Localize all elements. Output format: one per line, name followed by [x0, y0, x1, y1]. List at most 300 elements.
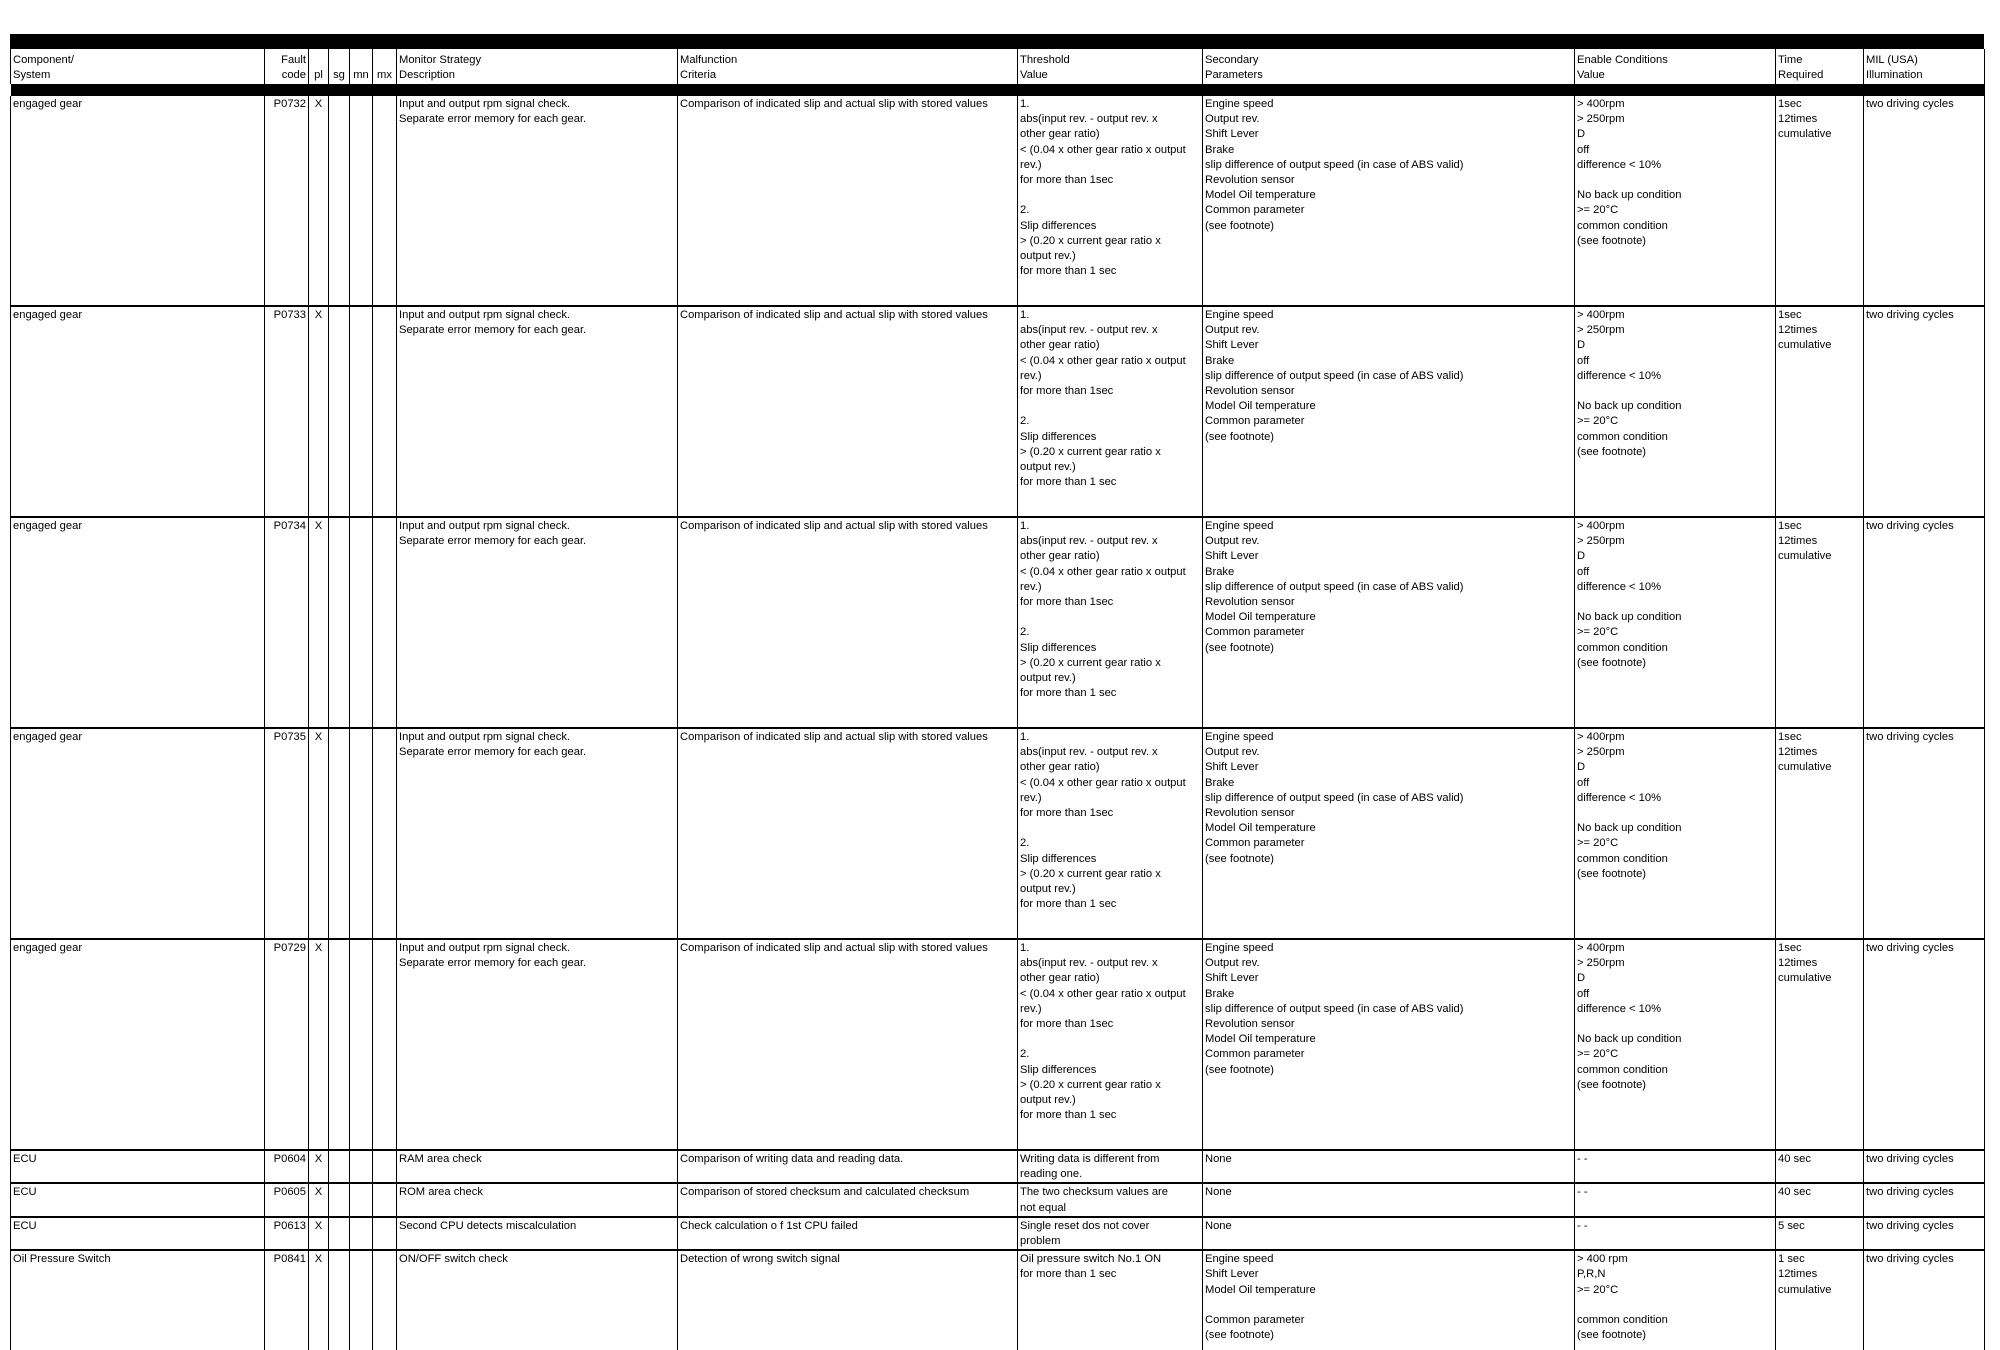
- header-mil-illumination: MIL (USA) Illumination: [1864, 49, 1985, 84]
- secondary-parameters-cell: [1203, 728, 1575, 939]
- cell-line: common condition: [1577, 641, 1668, 654]
- mil-illumination-cell: [1864, 306, 1985, 517]
- cell-line: Revolution sensor: [1205, 174, 1295, 187]
- cell-line: for more than 1 sec: [1020, 898, 1117, 911]
- cell-line: rev.): [1020, 580, 1042, 593]
- cell-line: abs(input rev. - output rev. x: [1020, 535, 1158, 548]
- cell-line: 2.: [1020, 837, 1030, 850]
- cell-line: difference < 10%: [1577, 791, 1662, 804]
- enable-conditions-cell: [1575, 517, 1776, 728]
- pl-mark-cell: X: [309, 1217, 329, 1250]
- cell-line: 1sec: [1778, 942, 1802, 954]
- cell-line: Separate error memory for each gear.: [399, 324, 587, 337]
- cell-line: Writing data is different from: [1020, 1153, 1160, 1165]
- cell-line: abs(input rev. - output rev. x: [1020, 324, 1158, 337]
- cell-line: (see footnote): [1205, 219, 1275, 232]
- cell-line: The two checksum values are: [1020, 1186, 1168, 1199]
- table-row: [11, 1150, 1985, 1183]
- cell-line: > 400rpm: [1577, 309, 1625, 321]
- enable-conditions-cell: [1575, 306, 1776, 517]
- cell-line: Input and output rpm signal check.: [399, 98, 571, 110]
- mx-mark-cell: [373, 96, 397, 306]
- cell-line: two driving cycles: [1866, 1186, 1954, 1199]
- cell-line: output rev.): [1020, 250, 1076, 263]
- cell-line: 12times: [1778, 324, 1818, 337]
- cell-line: Revolution sensor: [1205, 596, 1295, 609]
- cell-line: Engine speed: [1205, 98, 1274, 110]
- cell-line: 12times: [1778, 957, 1818, 970]
- cell-line: not equal: [1020, 1201, 1067, 1214]
- cell-line: cumulative: [1778, 972, 1832, 985]
- monitor-strategy-cell: [397, 1250, 678, 1350]
- cell-line: Input and output rpm signal check.: [399, 731, 571, 743]
- header-separator: [11, 84, 1985, 96]
- cell-line: for more than 1 sec: [1020, 1109, 1117, 1122]
- cell-line: 1sec: [1778, 731, 1802, 743]
- time-required-cell: [1776, 1150, 1864, 1183]
- cell-line: [1205, 1298, 1572, 1313]
- cell-line: Slip differences: [1020, 852, 1097, 865]
- mn-mark-cell: [350, 1250, 373, 1350]
- cell-line: 12times: [1778, 113, 1818, 126]
- enable-conditions-cell: [1575, 1150, 1776, 1183]
- enable-conditions-cell: [1575, 939, 1776, 1150]
- cell-line: Comparison of writing data and reading data.: [680, 1153, 904, 1165]
- secondary-parameters-cell: [1203, 306, 1575, 517]
- component-cell: Oil Pressure Switch: [11, 1250, 265, 1350]
- header-mx: mx: [373, 49, 397, 84]
- pl-mark-cell: X: [309, 306, 329, 517]
- table-row: [11, 1217, 1985, 1250]
- secondary-parameters-cell: [1203, 1217, 1575, 1250]
- pl-mark-cell: X: [309, 1250, 329, 1350]
- cell-line: [1577, 173, 1773, 188]
- cell-line: > (0.20 x current gear ratio x: [1020, 867, 1161, 880]
- cell-line: No back up condition: [1577, 189, 1682, 202]
- cell-line: Input and output rpm signal check.: [399, 942, 571, 954]
- cell-line: > 400 rpm: [1577, 1253, 1628, 1266]
- cell-line: difference < 10%: [1577, 369, 1662, 382]
- time-required-cell: [1776, 1183, 1864, 1216]
- cell-line: < (0.04 x other gear ratio x output: [1020, 776, 1186, 789]
- cell-line: Shift Lever: [1205, 339, 1259, 352]
- cell-line: [1577, 595, 1773, 610]
- fault-code-cell: P0605: [265, 1183, 309, 1216]
- cell-line: output rev.): [1020, 1094, 1076, 1107]
- cell-line: > 400rpm: [1577, 942, 1625, 954]
- diagnostic-sheet: [10, 34, 1984, 1350]
- monitor-strategy-cell: [397, 1183, 678, 1216]
- cell-line: (see footnote): [1205, 641, 1275, 654]
- cell-line: >= 20°C: [1577, 626, 1619, 639]
- cell-line: [1577, 806, 1773, 821]
- cell-line: Check calculation o f 1st CPU failed: [680, 1219, 858, 1232]
- fault-code-cell: P0733: [265, 306, 309, 517]
- cell-line: >= 20°C: [1577, 1048, 1619, 1061]
- cell-line: difference < 10%: [1577, 580, 1662, 593]
- cell-line: rev.): [1020, 369, 1042, 382]
- monitor-strategy-cell: [397, 939, 678, 1150]
- cell-line: Output rev.: [1205, 957, 1260, 970]
- cell-line: for more than 1 sec: [1020, 265, 1117, 278]
- table-row: [11, 517, 1985, 728]
- cell-line: Engine speed: [1205, 1253, 1274, 1266]
- fault-code-cell: P0732: [265, 96, 309, 306]
- pl-mark-cell: X: [309, 1150, 329, 1183]
- cell-line: Engine speed: [1205, 309, 1274, 321]
- mx-mark-cell: [373, 1150, 397, 1183]
- mn-mark-cell: [350, 728, 373, 939]
- threshold-value-cell: [1018, 939, 1203, 1150]
- mx-mark-cell: [373, 1183, 397, 1216]
- cell-line: > 400rpm: [1577, 731, 1625, 743]
- cell-line: cumulative: [1778, 128, 1832, 141]
- cell-line: >= 20°C: [1577, 837, 1619, 850]
- mil-illumination-cell: [1864, 939, 1985, 1150]
- cell-line: Engine speed: [1205, 731, 1274, 743]
- cell-line: Oil pressure switch No.1 ON: [1020, 1253, 1162, 1266]
- cell-line: Model Oil temperature: [1205, 189, 1316, 202]
- cell-line: 1.: [1020, 942, 1030, 954]
- cell-line: [1020, 1032, 1200, 1047]
- malfunction-criteria-cell: [678, 1250, 1018, 1350]
- cell-line: < (0.04 x other gear ratio x output: [1020, 354, 1186, 367]
- cell-line: > 250rpm: [1577, 957, 1625, 970]
- cell-line: common condition: [1577, 1063, 1668, 1076]
- cell-line: slip difference of output speed (in case of ABS valid): [1205, 369, 1464, 382]
- cell-line: two driving cycles: [1866, 520, 1954, 532]
- cell-line: 12times: [1778, 746, 1818, 759]
- pl-mark-cell: X: [309, 517, 329, 728]
- mil-illumination-cell: [1864, 96, 1985, 306]
- cell-line: difference < 10%: [1577, 158, 1662, 171]
- cell-line: off: [1577, 565, 1590, 578]
- sg-mark-cell: [329, 306, 350, 517]
- cell-line: (see footnote): [1205, 1329, 1275, 1342]
- threshold-value-cell: [1018, 96, 1203, 306]
- cell-line: 12times: [1778, 535, 1818, 548]
- secondary-parameters-cell: [1203, 939, 1575, 1150]
- header-row: [11, 49, 1985, 84]
- cell-line: None: [1205, 1153, 1232, 1165]
- cell-line: Shift Lever: [1205, 761, 1259, 774]
- cell-line: 40 sec: [1778, 1153, 1811, 1165]
- mn-mark-cell: [350, 306, 373, 517]
- cell-line: problem: [1020, 1235, 1061, 1248]
- mx-mark-cell: [373, 1217, 397, 1250]
- cell-line: output rev.): [1020, 461, 1076, 474]
- cell-line: Engine speed: [1205, 942, 1274, 954]
- sg-mark-cell: [329, 96, 350, 306]
- component-cell: ECU: [11, 1150, 265, 1183]
- cell-line: [1577, 384, 1773, 399]
- monitor-strategy-cell: [397, 517, 678, 728]
- mx-mark-cell: [373, 1250, 397, 1350]
- cell-line: No back up condition: [1577, 1033, 1682, 1046]
- cell-line: >= 20°C: [1577, 1283, 1619, 1296]
- mil-illumination-cell: [1864, 1150, 1985, 1183]
- cell-line: Brake: [1205, 987, 1235, 1000]
- cell-line: ROM area check: [399, 1186, 483, 1199]
- secondary-parameters-cell: [1203, 1250, 1575, 1350]
- cell-line: for more than 1sec: [1020, 596, 1114, 609]
- cell-line: for more than 1sec: [1020, 807, 1114, 820]
- cell-line: Revolution sensor: [1205, 1018, 1295, 1031]
- time-required-cell: [1776, 96, 1864, 306]
- table-row: [11, 1250, 1985, 1350]
- cell-line: Comparison of stored checksum and calculated checksum: [680, 1186, 970, 1199]
- cell-line: 12times: [1778, 1268, 1818, 1281]
- threshold-value-cell: [1018, 728, 1203, 939]
- cell-line: Shift Lever: [1205, 972, 1259, 985]
- cell-line: Separate error memory for each gear.: [399, 957, 587, 970]
- cell-line: 40 sec: [1778, 1186, 1811, 1199]
- cell-line: common condition: [1577, 852, 1668, 865]
- pl-mark-cell: X: [309, 96, 329, 306]
- cell-line: Common parameter: [1205, 837, 1305, 850]
- component-cell: engaged gear: [11, 306, 265, 517]
- monitor-strategy-cell: [397, 306, 678, 517]
- cell-line: - -: [1577, 1186, 1588, 1199]
- cell-line: 5 sec: [1778, 1219, 1805, 1232]
- time-required-cell: [1776, 1217, 1864, 1250]
- cell-line: 1.: [1020, 98, 1030, 110]
- cell-line: for more than 1 sec: [1020, 476, 1117, 489]
- cell-line: other gear ratio): [1020, 128, 1100, 141]
- cell-line: [1577, 1017, 1773, 1032]
- cell-line: rev.): [1020, 1002, 1042, 1015]
- cell-line: > 400rpm: [1577, 98, 1625, 110]
- cell-line: two driving cycles: [1866, 1219, 1954, 1232]
- secondary-parameters-cell: [1203, 517, 1575, 728]
- cell-line: (see footnote): [1577, 445, 1647, 458]
- header-monitor-strategy: Monitor Strategy Description: [397, 49, 678, 84]
- cell-line: Common parameter: [1205, 415, 1305, 428]
- cell-line: > (0.20 x current gear ratio x: [1020, 1078, 1161, 1091]
- cell-line: Common parameter: [1205, 204, 1305, 217]
- cell-line: (see footnote): [1577, 867, 1647, 880]
- mn-mark-cell: [350, 1150, 373, 1183]
- fault-code-cell: P0613: [265, 1217, 309, 1250]
- fault-code-cell: P0729: [265, 939, 309, 1150]
- header-pl: pl: [309, 49, 329, 84]
- cell-line: None: [1205, 1219, 1232, 1232]
- enable-conditions-cell: [1575, 1183, 1776, 1216]
- cell-line: 2.: [1020, 1048, 1030, 1061]
- cell-line: Revolution sensor: [1205, 807, 1295, 820]
- mil-illumination-cell: [1864, 517, 1985, 728]
- secondary-parameters-cell: [1203, 96, 1575, 306]
- header-enable-conditions: Enable Conditions Value: [1575, 49, 1776, 84]
- sg-mark-cell: [329, 939, 350, 1150]
- cell-line: (see footnote): [1577, 1078, 1647, 1091]
- cell-line: Slip differences: [1020, 641, 1097, 654]
- cell-line: cumulative: [1778, 339, 1832, 352]
- header-malfunction-criteria: Malfunction Criteria: [678, 49, 1018, 84]
- malfunction-criteria-cell: [678, 517, 1018, 728]
- cell-line: [1577, 1298, 1773, 1313]
- malfunction-criteria-cell: [678, 939, 1018, 1150]
- fault-code-cell: P0735: [265, 728, 309, 939]
- cell-line: Engine speed: [1205, 520, 1274, 532]
- cell-line: 1.: [1020, 309, 1030, 321]
- pl-mark-cell: X: [309, 728, 329, 939]
- threshold-value-cell: [1018, 1150, 1203, 1183]
- cell-line: Separate error memory for each gear.: [399, 746, 587, 759]
- cell-line: >= 20°C: [1577, 415, 1619, 428]
- cell-line: 2.: [1020, 626, 1030, 639]
- header-time-required: Time Required: [1776, 49, 1864, 84]
- threshold-value-cell: [1018, 1183, 1203, 1216]
- secondary-parameters-cell: [1203, 1150, 1575, 1183]
- cell-line: No back up condition: [1577, 400, 1682, 413]
- cell-line: Common parameter: [1205, 626, 1305, 639]
- cell-line: two driving cycles: [1866, 1253, 1954, 1266]
- component-cell: engaged gear: [11, 939, 265, 1150]
- cell-line: > 250rpm: [1577, 746, 1625, 759]
- cell-line: - -: [1577, 1153, 1588, 1165]
- cell-line: 1sec: [1778, 98, 1802, 110]
- cell-line: 1.: [1020, 731, 1030, 743]
- cell-line: Comparison of indicated slip and actual slip with stored values: [680, 942, 988, 954]
- cell-line: Comparison of indicated slip and actual slip with stored values: [680, 98, 988, 110]
- cell-line: Model Oil temperature: [1205, 1283, 1316, 1296]
- table-row: [11, 96, 1985, 306]
- mil-illumination-cell: [1864, 1250, 1985, 1350]
- cell-line: Single reset dos not cover: [1020, 1219, 1150, 1232]
- cell-line: Brake: [1205, 776, 1235, 789]
- cell-line: Output rev.: [1205, 746, 1260, 759]
- cell-line: two driving cycles: [1866, 1153, 1954, 1165]
- cell-line: abs(input rev. - output rev. x: [1020, 113, 1158, 126]
- cell-line: rev.): [1020, 158, 1042, 171]
- cell-line: Model Oil temperature: [1205, 822, 1316, 835]
- cell-line: other gear ratio): [1020, 761, 1100, 774]
- cell-line: two driving cycles: [1866, 731, 1954, 743]
- mx-mark-cell: [373, 517, 397, 728]
- cell-line: D: [1577, 761, 1586, 774]
- cell-line: Output rev.: [1205, 324, 1260, 337]
- time-required-cell: [1776, 1250, 1864, 1350]
- fault-code-cell: P0841: [265, 1250, 309, 1350]
- mx-mark-cell: [373, 306, 397, 517]
- cell-line: 2.: [1020, 415, 1030, 428]
- cell-line: No back up condition: [1577, 611, 1682, 624]
- mn-mark-cell: [350, 1183, 373, 1216]
- cell-line: Shift Lever: [1205, 128, 1259, 141]
- sg-mark-cell: [329, 1183, 350, 1216]
- cell-line: for more than 1sec: [1020, 174, 1114, 187]
- cell-line: slip difference of output speed (in case of ABS valid): [1205, 580, 1464, 593]
- cell-line: other gear ratio): [1020, 550, 1100, 563]
- cell-line: Comparison of indicated slip and actual slip with stored values: [680, 520, 988, 532]
- cell-line: other gear ratio): [1020, 972, 1100, 985]
- mn-mark-cell: [350, 1217, 373, 1250]
- malfunction-criteria-cell: [678, 1217, 1018, 1250]
- cell-line: common condition: [1577, 1314, 1668, 1327]
- header-secondary-parameters: Secondary Parameters: [1203, 49, 1575, 84]
- cell-line: > 250rpm: [1577, 535, 1625, 548]
- pl-mark-cell: X: [309, 939, 329, 1150]
- component-cell: engaged gear: [11, 517, 265, 728]
- cell-line: cumulative: [1778, 761, 1832, 774]
- cell-line: two driving cycles: [1866, 98, 1954, 110]
- cell-line: Detection of wrong switch signal: [680, 1253, 840, 1266]
- cell-line: 1.: [1020, 520, 1030, 532]
- component-cell: engaged gear: [11, 728, 265, 939]
- component-cell: ECU: [11, 1217, 265, 1250]
- mn-mark-cell: [350, 939, 373, 1150]
- cell-line: [1020, 399, 1200, 414]
- cell-line: for more than 1sec: [1020, 1018, 1114, 1031]
- cell-line: 2.: [1020, 204, 1030, 217]
- table-row: [11, 939, 1985, 1150]
- pl-mark-cell: X: [309, 1183, 329, 1216]
- cell-line: Output rev.: [1205, 113, 1260, 126]
- cell-line: Slip differences: [1020, 219, 1097, 232]
- monitor-strategy-cell: [397, 728, 678, 939]
- cell-line: Brake: [1205, 143, 1235, 156]
- malfunction-criteria-cell: [678, 306, 1018, 517]
- cell-line: < (0.04 x other gear ratio x output: [1020, 143, 1186, 156]
- header-fault-code: Fault code: [265, 49, 309, 84]
- header-component: Component/ System: [11, 49, 265, 84]
- cell-line: (see footnote): [1577, 656, 1647, 669]
- cell-line: > (0.20 x current gear ratio x: [1020, 445, 1161, 458]
- monitor-strategy-cell: [397, 1217, 678, 1250]
- cell-line: 1sec: [1778, 309, 1802, 321]
- header-mn: mn: [350, 49, 373, 84]
- malfunction-criteria-cell: [678, 1150, 1018, 1183]
- cell-line: Slip differences: [1020, 1063, 1097, 1076]
- malfunction-criteria-cell: [678, 96, 1018, 306]
- cell-line: common condition: [1577, 430, 1668, 443]
- cell-line: > 400rpm: [1577, 520, 1625, 532]
- table-row: [11, 306, 1985, 517]
- cell-line: Slip differences: [1020, 430, 1097, 443]
- cell-line: >= 20°C: [1577, 204, 1619, 217]
- time-required-cell: [1776, 517, 1864, 728]
- cell-line: D: [1577, 339, 1586, 352]
- cell-line: Output rev.: [1205, 535, 1260, 548]
- cell-line: D: [1577, 128, 1586, 141]
- mn-mark-cell: [350, 517, 373, 728]
- sg-mark-cell: [329, 1250, 350, 1350]
- threshold-value-cell: [1018, 306, 1203, 517]
- monitor-strategy-cell: [397, 96, 678, 306]
- cell-line: (see footnote): [1205, 430, 1275, 443]
- cell-line: for more than 1 sec: [1020, 1268, 1117, 1281]
- header-sg: sg: [329, 49, 350, 84]
- top-black-bar: [10, 34, 1984, 49]
- component-cell: ECU: [11, 1183, 265, 1216]
- mil-illumination-cell: [1864, 728, 1985, 939]
- cell-line: Model Oil temperature: [1205, 400, 1316, 413]
- malfunction-criteria-cell: [678, 728, 1018, 939]
- sg-mark-cell: [329, 517, 350, 728]
- table-row: [11, 1183, 1985, 1216]
- cell-line: two driving cycles: [1866, 309, 1954, 321]
- cell-line: [1020, 610, 1200, 625]
- cell-line: for more than 1 sec: [1020, 687, 1117, 700]
- cell-line: > 250rpm: [1577, 113, 1625, 126]
- cell-line: Model Oil temperature: [1205, 1033, 1316, 1046]
- enable-conditions-cell: [1575, 96, 1776, 306]
- cell-line: > (0.20 x current gear ratio x: [1020, 656, 1161, 669]
- cell-line: > (0.20 x current gear ratio x: [1020, 234, 1161, 247]
- cell-line: cumulative: [1778, 1283, 1832, 1296]
- cell-line: (see footnote): [1205, 1063, 1275, 1076]
